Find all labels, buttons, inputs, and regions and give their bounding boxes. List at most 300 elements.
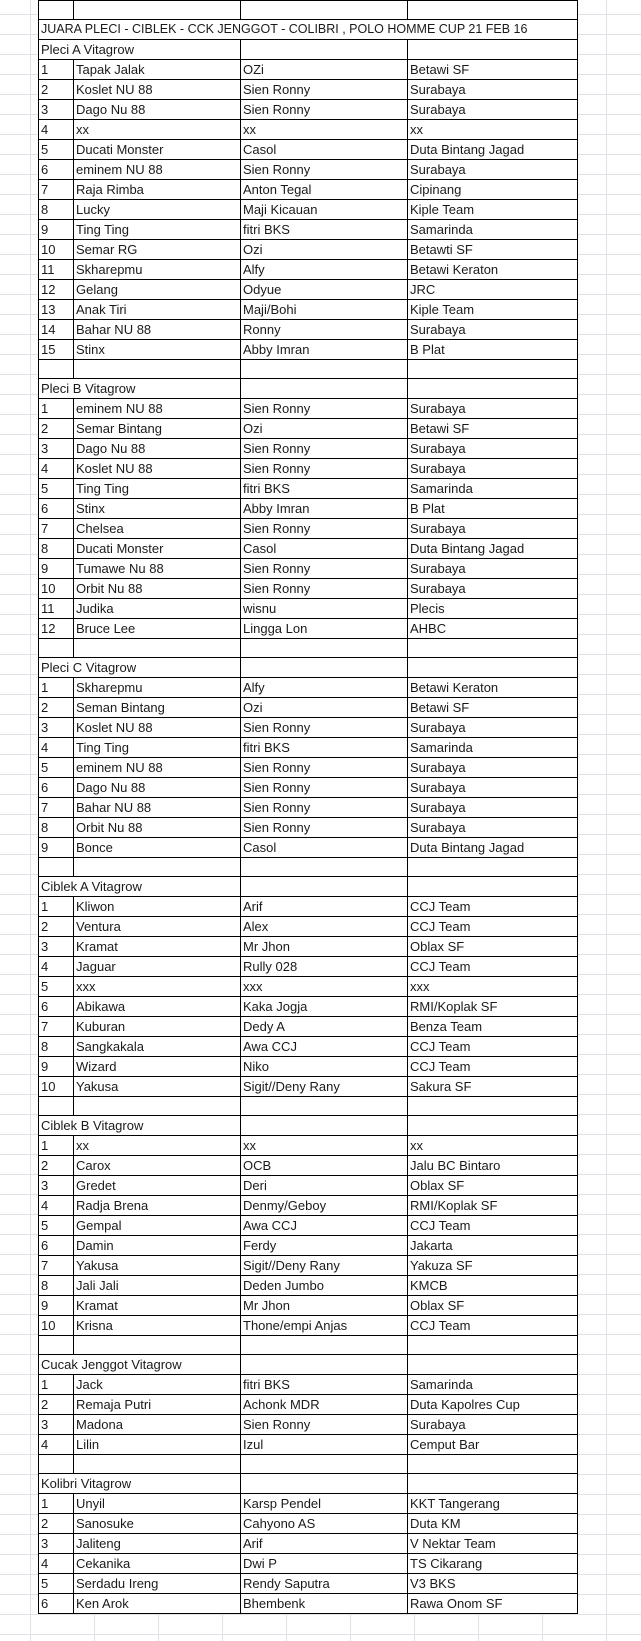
rank-cell[interactable]: 5	[39, 140, 74, 160]
owner-cell[interactable]: Denmy/Geboy	[241, 1196, 408, 1216]
bird-name-cell[interactable]: Semar RG	[74, 240, 241, 260]
bird-name-cell[interactable]: Koslet NU 88	[74, 718, 241, 738]
rank-cell[interactable]: 5	[39, 1216, 74, 1236]
owner-cell[interactable]: Ferdy	[241, 1236, 408, 1256]
bird-name-cell[interactable]: Chelsea	[74, 519, 241, 539]
team-cell[interactable]: Cipinang	[408, 180, 578, 200]
bird-name-cell[interactable]: Skharepmu	[74, 260, 241, 280]
rank-cell[interactable]: 5	[39, 1574, 74, 1594]
rank-cell[interactable]: 2	[39, 698, 74, 718]
bird-name-cell[interactable]: Orbit Nu 88	[74, 818, 241, 838]
owner-cell[interactable]: Dwi P	[241, 1554, 408, 1574]
empty-cell[interactable]	[241, 639, 408, 658]
bird-name-cell[interactable]: Bonce	[74, 838, 241, 858]
rank-cell[interactable]: 4	[39, 738, 74, 758]
rank-cell[interactable]: 5	[39, 479, 74, 499]
bird-name-cell[interactable]: Abikawa	[74, 997, 241, 1017]
empty-cell[interactable]	[408, 1474, 578, 1494]
owner-cell[interactable]: Awa CCJ	[241, 1037, 408, 1057]
team-cell[interactable]: Surabaya	[408, 758, 578, 778]
rank-cell[interactable]: 4	[39, 1196, 74, 1216]
empty-cell[interactable]	[74, 1097, 241, 1116]
team-cell[interactable]: Duta Bintang Jagad	[408, 539, 578, 559]
rank-cell[interactable]: 8	[39, 1276, 74, 1296]
owner-cell[interactable]: Rendy Saputra	[241, 1574, 408, 1594]
team-cell[interactable]: Cemput Bar	[408, 1435, 578, 1455]
rank-cell[interactable]: 9	[39, 1296, 74, 1316]
rank-cell[interactable]: 15	[39, 340, 74, 360]
rank-cell[interactable]: 2	[39, 1156, 74, 1176]
rank-cell[interactable]: 2	[39, 419, 74, 439]
bird-name-cell[interactable]: Carox	[74, 1156, 241, 1176]
empty-cell[interactable]	[74, 858, 241, 877]
owner-cell[interactable]: Sien Ronny	[241, 459, 408, 479]
team-cell[interactable]: B Plat	[408, 499, 578, 519]
bird-name-cell[interactable]: Lucky	[74, 200, 241, 220]
empty-cell[interactable]	[241, 1116, 408, 1136]
section-title[interactable]: Ciblek B Vitagrow	[39, 1116, 241, 1136]
rank-cell[interactable]: 1	[39, 60, 74, 80]
team-cell[interactable]: Duta Bintang Jagad	[408, 140, 578, 160]
rank-cell[interactable]: 2	[39, 80, 74, 100]
team-cell[interactable]: Yakuza SF	[408, 1256, 578, 1276]
owner-cell[interactable]: Casol	[241, 539, 408, 559]
owner-cell[interactable]: Anton Tegal	[241, 180, 408, 200]
team-cell[interactable]: RMI/Koplak SF	[408, 997, 578, 1017]
team-cell[interactable]: Betawi SF	[408, 60, 578, 80]
empty-cell[interactable]	[39, 858, 74, 877]
bird-name-cell[interactable]: Judika	[74, 599, 241, 619]
empty-cell[interactable]	[74, 360, 241, 379]
team-cell[interactable]: Surabaya	[408, 778, 578, 798]
bird-name-cell[interactable]: Ducati Monster	[74, 140, 241, 160]
team-cell[interactable]: Surabaya	[408, 798, 578, 818]
owner-cell[interactable]: Odyue	[241, 280, 408, 300]
bird-name-cell[interactable]: xxx	[74, 977, 241, 997]
empty-cell[interactable]	[408, 1455, 578, 1474]
empty-cell[interactable]	[241, 1455, 408, 1474]
owner-cell[interactable]: Abby Imran	[241, 340, 408, 360]
team-cell[interactable]: KMCB	[408, 1276, 578, 1296]
rank-cell[interactable]: 10	[39, 240, 74, 260]
bird-name-cell[interactable]: Seman Bintang	[74, 698, 241, 718]
owner-cell[interactable]: Sien Ronny	[241, 439, 408, 459]
bird-name-cell[interactable]: Bahar NU 88	[74, 798, 241, 818]
bird-name-cell[interactable]: Ting Ting	[74, 738, 241, 758]
rank-cell[interactable]: 4	[39, 1554, 74, 1574]
bird-name-cell[interactable]: Ducati Monster	[74, 539, 241, 559]
owner-cell[interactable]: Thone/empi Anjas	[241, 1316, 408, 1336]
team-cell[interactable]: Surabaya	[408, 80, 578, 100]
section-title[interactable]: Pleci B Vitagrow	[39, 379, 241, 399]
owner-cell[interactable]: fitri BKS	[241, 220, 408, 240]
team-cell[interactable]: CCJ Team	[408, 1316, 578, 1336]
bird-name-cell[interactable]: Damin	[74, 1236, 241, 1256]
team-cell[interactable]: CCJ Team	[408, 1216, 578, 1236]
empty-cell[interactable]	[241, 379, 408, 399]
rank-cell[interactable]: 8	[39, 818, 74, 838]
empty-cell[interactable]	[408, 1336, 578, 1355]
bird-name-cell[interactable]: Cekanika	[74, 1554, 241, 1574]
rank-cell[interactable]: 1	[39, 897, 74, 917]
team-cell[interactable]: CCJ Team	[408, 1037, 578, 1057]
rank-cell[interactable]: 7	[39, 1017, 74, 1037]
bird-name-cell[interactable]: Jali Jali	[74, 1276, 241, 1296]
rank-cell[interactable]: 7	[39, 798, 74, 818]
team-cell[interactable]: Surabaya	[408, 519, 578, 539]
section-title[interactable]: Cucak Jenggot Vitagrow	[39, 1355, 241, 1375]
rank-cell[interactable]: 6	[39, 1594, 74, 1614]
team-cell[interactable]: Betawi Keraton	[408, 678, 578, 698]
bird-name-cell[interactable]: Ting Ting	[74, 220, 241, 240]
owner-cell[interactable]: Cahyono AS	[241, 1514, 408, 1534]
empty-cell[interactable]	[39, 1, 74, 20]
bird-name-cell[interactable]: Stinx	[74, 499, 241, 519]
owner-cell[interactable]: Karsp Pendel	[241, 1494, 408, 1514]
rank-cell[interactable]: 1	[39, 1136, 74, 1156]
empty-cell[interactable]	[74, 1, 241, 20]
bird-name-cell[interactable]: Dago Nu 88	[74, 439, 241, 459]
empty-cell[interactable]	[74, 1336, 241, 1355]
team-cell[interactable]: xx	[408, 1136, 578, 1156]
bird-name-cell[interactable]: Yakusa	[74, 1077, 241, 1097]
bird-name-cell[interactable]: Yakusa	[74, 1256, 241, 1276]
team-cell[interactable]: Oblax SF	[408, 1176, 578, 1196]
owner-cell[interactable]: fitri BKS	[241, 738, 408, 758]
rank-cell[interactable]: 4	[39, 957, 74, 977]
owner-cell[interactable]: OCB	[241, 1156, 408, 1176]
empty-cell[interactable]	[241, 1336, 408, 1355]
owner-cell[interactable]: Maji Kicauan	[241, 200, 408, 220]
rank-cell[interactable]: 2	[39, 1514, 74, 1534]
bird-name-cell[interactable]: Anak Tiri	[74, 300, 241, 320]
owner-cell[interactable]: Ozi	[241, 240, 408, 260]
team-cell[interactable]: V Nektar Team	[408, 1534, 578, 1554]
bird-name-cell[interactable]: Tapak Jalak	[74, 60, 241, 80]
rank-cell[interactable]: 1	[39, 1375, 74, 1395]
empty-cell[interactable]	[408, 1355, 578, 1375]
owner-cell[interactable]: Alfy	[241, 260, 408, 280]
bird-name-cell[interactable]: eminem NU 88	[74, 758, 241, 778]
team-cell[interactable]: CCJ Team	[408, 957, 578, 977]
bird-name-cell[interactable]: Remaja Putri	[74, 1395, 241, 1415]
owner-cell[interactable]: Arif	[241, 1534, 408, 1554]
section-title[interactable]: Pleci A Vitagrow	[39, 40, 241, 60]
owner-cell[interactable]: Sien Ronny	[241, 778, 408, 798]
bird-name-cell[interactable]: Wizard	[74, 1057, 241, 1077]
bird-name-cell[interactable]: Kliwon	[74, 897, 241, 917]
team-cell[interactable]: JRC	[408, 280, 578, 300]
empty-cell[interactable]	[39, 1455, 74, 1474]
rank-cell[interactable]: 1	[39, 678, 74, 698]
rank-cell[interactable]: 11	[39, 599, 74, 619]
bird-name-cell[interactable]: Radja Brena	[74, 1196, 241, 1216]
bird-name-cell[interactable]: Kramat	[74, 937, 241, 957]
owner-cell[interactable]: fitri BKS	[241, 1375, 408, 1395]
empty-cell[interactable]	[39, 639, 74, 658]
team-cell[interactable]: xx	[408, 120, 578, 140]
empty-cell[interactable]	[241, 1355, 408, 1375]
rank-cell[interactable]: 8	[39, 539, 74, 559]
owner-cell[interactable]: Bhembenk	[241, 1594, 408, 1614]
empty-cell[interactable]	[241, 877, 408, 897]
empty-cell[interactable]	[241, 40, 408, 60]
rank-cell[interactable]: 5	[39, 758, 74, 778]
bird-name-cell[interactable]: Skharepmu	[74, 678, 241, 698]
owner-cell[interactable]: Sien Ronny	[241, 798, 408, 818]
section-title[interactable]: Ciblek A Vitagrow	[39, 877, 241, 897]
team-cell[interactable]: AHBC	[408, 619, 578, 639]
team-cell[interactable]: Duta Bintang Jagad	[408, 838, 578, 858]
team-cell[interactable]: V3 BKS	[408, 1574, 578, 1594]
rank-cell[interactable]: 3	[39, 100, 74, 120]
team-cell[interactable]: TS Cikarang	[408, 1554, 578, 1574]
empty-cell[interactable]	[408, 360, 578, 379]
owner-cell[interactable]: fitri BKS	[241, 479, 408, 499]
team-cell[interactable]: B Plat	[408, 340, 578, 360]
owner-cell[interactable]: Sigit//Deny Rany	[241, 1256, 408, 1276]
rank-cell[interactable]: 6	[39, 997, 74, 1017]
bird-name-cell[interactable]: Serdadu Ireng	[74, 1574, 241, 1594]
owner-cell[interactable]: wisnu	[241, 599, 408, 619]
bird-name-cell[interactable]: Madona	[74, 1415, 241, 1435]
bird-name-cell[interactable]: Kuburan	[74, 1017, 241, 1037]
owner-cell[interactable]: Achonk MDR	[241, 1395, 408, 1415]
team-cell[interactable]: Oblax SF	[408, 937, 578, 957]
bird-name-cell[interactable]: Dago Nu 88	[74, 100, 241, 120]
owner-cell[interactable]: Niko	[241, 1057, 408, 1077]
rank-cell[interactable]: 2	[39, 917, 74, 937]
team-cell[interactable]: Samarinda	[408, 1375, 578, 1395]
bird-name-cell[interactable]: Kramat	[74, 1296, 241, 1316]
bird-name-cell[interactable]: Stinx	[74, 340, 241, 360]
rank-cell[interactable]: 2	[39, 1395, 74, 1415]
empty-cell[interactable]	[408, 1, 578, 20]
owner-cell[interactable]: Sien Ronny	[241, 519, 408, 539]
bird-name-cell[interactable]: Dago Nu 88	[74, 778, 241, 798]
empty-cell[interactable]	[74, 1455, 241, 1474]
rank-cell[interactable]: 10	[39, 579, 74, 599]
owner-cell[interactable]: Sien Ronny	[241, 80, 408, 100]
bird-name-cell[interactable]: Orbit Nu 88	[74, 579, 241, 599]
empty-cell[interactable]	[39, 1097, 74, 1116]
rank-cell[interactable]: 10	[39, 1077, 74, 1097]
team-cell[interactable]: Betawti SF	[408, 240, 578, 260]
rank-cell[interactable]: 3	[39, 439, 74, 459]
owner-cell[interactable]: Sien Ronny	[241, 160, 408, 180]
bird-name-cell[interactable]: Jack	[74, 1375, 241, 1395]
team-cell[interactable]: Surabaya	[408, 459, 578, 479]
owner-cell[interactable]: Sien Ronny	[241, 559, 408, 579]
rank-cell[interactable]: 3	[39, 937, 74, 957]
team-cell[interactable]: KKT Tangerang	[408, 1494, 578, 1514]
rank-cell[interactable]: 11	[39, 260, 74, 280]
empty-cell[interactable]	[408, 1116, 578, 1136]
rank-cell[interactable]: 6	[39, 778, 74, 798]
rank-cell[interactable]: 12	[39, 280, 74, 300]
empty-cell[interactable]	[241, 858, 408, 877]
owner-cell[interactable]: xx	[241, 120, 408, 140]
bird-name-cell[interactable]: Lilin	[74, 1435, 241, 1455]
team-cell[interactable]: Surabaya	[408, 579, 578, 599]
rank-cell[interactable]: 4	[39, 1435, 74, 1455]
bird-name-cell[interactable]: Unyil	[74, 1494, 241, 1514]
team-cell[interactable]: Surabaya	[408, 559, 578, 579]
owner-cell[interactable]: Izul	[241, 1435, 408, 1455]
rank-cell[interactable]: 9	[39, 838, 74, 858]
team-cell[interactable]: Surabaya	[408, 718, 578, 738]
team-cell[interactable]: Surabaya	[408, 160, 578, 180]
team-cell[interactable]: Surabaya	[408, 320, 578, 340]
owner-cell[interactable]: Ozi	[241, 419, 408, 439]
owner-cell[interactable]: Sien Ronny	[241, 818, 408, 838]
owner-cell[interactable]: Lingga Lon	[241, 619, 408, 639]
section-title[interactable]: Pleci C Vitagrow	[39, 658, 241, 678]
owner-cell[interactable]: Sigit//Deny Rany	[241, 1077, 408, 1097]
owner-cell[interactable]: Casol	[241, 838, 408, 858]
empty-cell[interactable]	[39, 360, 74, 379]
section-title[interactable]: Kolibri Vitagrow	[39, 1474, 241, 1494]
bird-name-cell[interactable]: Sanosuke	[74, 1514, 241, 1534]
rank-cell[interactable]: 13	[39, 300, 74, 320]
bird-name-cell[interactable]: Ken Arok	[74, 1594, 241, 1614]
owner-cell[interactable]: Sien Ronny	[241, 1415, 408, 1435]
bird-name-cell[interactable]: Bruce Lee	[74, 619, 241, 639]
owner-cell[interactable]: Mr Jhon	[241, 1296, 408, 1316]
bird-name-cell[interactable]: Ventura	[74, 917, 241, 937]
owner-cell[interactable]: Mr Jhon	[241, 937, 408, 957]
owner-cell[interactable]: Sien Ronny	[241, 758, 408, 778]
team-cell[interactable]: Surabaya	[408, 818, 578, 838]
rank-cell[interactable]: 6	[39, 1236, 74, 1256]
team-cell[interactable]: CCJ Team	[408, 897, 578, 917]
rank-cell[interactable]: 3	[39, 1176, 74, 1196]
rank-cell[interactable]: 7	[39, 180, 74, 200]
rank-cell[interactable]: 3	[39, 1415, 74, 1435]
team-cell[interactable]: Duta KM	[408, 1514, 578, 1534]
team-cell[interactable]: Plecis	[408, 599, 578, 619]
empty-cell[interactable]	[408, 658, 578, 678]
bird-name-cell[interactable]: Gelang	[74, 280, 241, 300]
bird-name-cell[interactable]: Tumawe Nu 88	[74, 559, 241, 579]
rank-cell[interactable]: 3	[39, 718, 74, 738]
team-cell[interactable]: RMI/Koplak SF	[408, 1196, 578, 1216]
empty-cell[interactable]	[241, 658, 408, 678]
empty-cell[interactable]	[408, 639, 578, 658]
bird-name-cell[interactable]: eminem NU 88	[74, 399, 241, 419]
rank-cell[interactable]: 4	[39, 120, 74, 140]
bird-name-cell[interactable]: eminem NU 88	[74, 160, 241, 180]
empty-cell[interactable]	[39, 1336, 74, 1355]
team-cell[interactable]: Surabaya	[408, 399, 578, 419]
team-cell[interactable]: CCJ Team	[408, 917, 578, 937]
empty-cell[interactable]	[408, 858, 578, 877]
empty-cell[interactable]	[74, 639, 241, 658]
owner-cell[interactable]: Dedy A	[241, 1017, 408, 1037]
rank-cell[interactable]: 8	[39, 200, 74, 220]
bird-name-cell[interactable]: Koslet NU 88	[74, 459, 241, 479]
team-cell[interactable]: Duta Kapolres Cup	[408, 1395, 578, 1415]
rank-cell[interactable]: 10	[39, 1316, 74, 1336]
owner-cell[interactable]: Awa CCJ	[241, 1216, 408, 1236]
bird-name-cell[interactable]: xx	[74, 120, 241, 140]
rank-cell[interactable]: 7	[39, 1256, 74, 1276]
owner-cell[interactable]: Alex	[241, 917, 408, 937]
owner-cell[interactable]: Abby Imran	[241, 499, 408, 519]
empty-cell[interactable]	[408, 379, 578, 399]
rank-cell[interactable]: 8	[39, 1037, 74, 1057]
team-cell[interactable]: xxx	[408, 977, 578, 997]
owner-cell[interactable]: Deri	[241, 1176, 408, 1196]
owner-cell[interactable]: OZi	[241, 60, 408, 80]
empty-cell[interactable]	[408, 40, 578, 60]
empty-cell[interactable]	[241, 1, 408, 20]
team-cell[interactable]: Kiple Team	[408, 200, 578, 220]
bird-name-cell[interactable]: Krisna	[74, 1316, 241, 1336]
rank-cell[interactable]: 7	[39, 519, 74, 539]
owner-cell[interactable]: xx	[241, 1136, 408, 1156]
bird-name-cell[interactable]: Bahar NU 88	[74, 320, 241, 340]
owner-cell[interactable]: Sien Ronny	[241, 100, 408, 120]
owner-cell[interactable]: Maji/Bohi	[241, 300, 408, 320]
rank-cell[interactable]: 6	[39, 499, 74, 519]
team-cell[interactable]: Surabaya	[408, 439, 578, 459]
bird-name-cell[interactable]: Koslet NU 88	[74, 80, 241, 100]
bird-name-cell[interactable]: Sangkakala	[74, 1037, 241, 1057]
empty-cell[interactable]	[408, 877, 578, 897]
empty-cell[interactable]	[241, 1474, 408, 1494]
bird-name-cell[interactable]: Ting Ting	[74, 479, 241, 499]
owner-cell[interactable]: Casol	[241, 140, 408, 160]
owner-cell[interactable]: Alfy	[241, 678, 408, 698]
team-cell[interactable]: Betawi SF	[408, 419, 578, 439]
team-cell[interactable]: Surabaya	[408, 1415, 578, 1435]
team-cell[interactable]: Betawi SF	[408, 698, 578, 718]
rank-cell[interactable]: 12	[39, 619, 74, 639]
empty-cell[interactable]	[408, 1097, 578, 1116]
owner-cell[interactable]: Deden Jumbo	[241, 1276, 408, 1296]
owner-cell[interactable]: Sien Ronny	[241, 579, 408, 599]
bird-name-cell[interactable]: Semar Bintang	[74, 419, 241, 439]
owner-cell[interactable]: xxx	[241, 977, 408, 997]
bird-name-cell[interactable]: Jaliteng	[74, 1534, 241, 1554]
rank-cell[interactable]: 5	[39, 977, 74, 997]
team-cell[interactable]: Jakarta	[408, 1236, 578, 1256]
team-cell[interactable]: Oblax SF	[408, 1296, 578, 1316]
rank-cell[interactable]: 1	[39, 399, 74, 419]
bird-name-cell[interactable]: Gredet	[74, 1176, 241, 1196]
owner-cell[interactable]: Sien Ronny	[241, 718, 408, 738]
rank-cell[interactable]: 14	[39, 320, 74, 340]
rank-cell[interactable]: 9	[39, 559, 74, 579]
team-cell[interactable]: Samarinda	[408, 220, 578, 240]
team-cell[interactable]: Sakura SF	[408, 1077, 578, 1097]
team-cell[interactable]: Benza Team	[408, 1017, 578, 1037]
owner-cell[interactable]: Rully 028	[241, 957, 408, 977]
team-cell[interactable]: CCJ Team	[408, 1057, 578, 1077]
bird-name-cell[interactable]: Gempal	[74, 1216, 241, 1236]
rank-cell[interactable]: 4	[39, 459, 74, 479]
empty-cell[interactable]	[241, 1097, 408, 1116]
team-cell[interactable]: Kiple Team	[408, 300, 578, 320]
owner-cell[interactable]: Ozi	[241, 698, 408, 718]
owner-cell[interactable]: Sien Ronny	[241, 399, 408, 419]
bird-name-cell[interactable]: Raja Rimba	[74, 180, 241, 200]
owner-cell[interactable]: Arif	[241, 897, 408, 917]
rank-cell[interactable]: 9	[39, 1057, 74, 1077]
team-cell[interactable]: Samarinda	[408, 738, 578, 758]
team-cell[interactable]: Samarinda	[408, 479, 578, 499]
